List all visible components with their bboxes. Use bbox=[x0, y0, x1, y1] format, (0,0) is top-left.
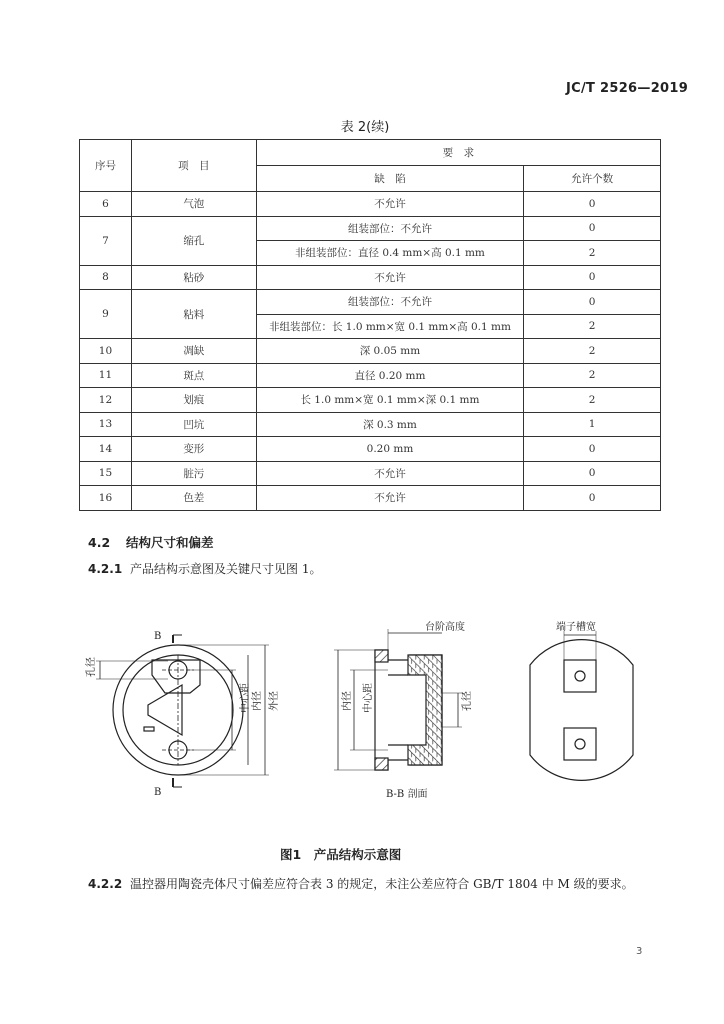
row-number: 11 bbox=[80, 363, 132, 388]
row-allowed: 0 bbox=[524, 290, 661, 315]
row-defect: 不允许 bbox=[256, 192, 524, 217]
table-row bbox=[80, 216, 661, 241]
row-allowed: 2 bbox=[524, 241, 661, 266]
inner-dia-mid: 内径 bbox=[342, 691, 353, 711]
row-number: 14 bbox=[80, 437, 132, 462]
header-allowed: 允许个数 bbox=[524, 166, 661, 192]
row-allowed: 2 bbox=[524, 314, 661, 339]
header-seq: 序号 bbox=[80, 140, 132, 192]
row-defect: 深 0.3 mm bbox=[256, 412, 524, 437]
row-item: 变形 bbox=[131, 437, 256, 462]
row-allowed: 2 bbox=[524, 339, 661, 364]
row-number: 12 bbox=[80, 388, 132, 413]
step-height: 台阶高度 bbox=[425, 622, 465, 633]
row-allowed: 0 bbox=[524, 265, 661, 290]
small-slot bbox=[144, 727, 154, 731]
row-allowed: 0 bbox=[524, 437, 661, 462]
row-number: 13 bbox=[80, 412, 132, 437]
row-defect: 深 0.05 mm bbox=[256, 339, 524, 364]
row-allowed: 0 bbox=[524, 192, 661, 217]
table-caption: 表 2(续) bbox=[340, 120, 390, 135]
center-dist-mid: 中心距 bbox=[363, 683, 374, 713]
figure-caption: 图1 产品结构示意图 bbox=[280, 847, 402, 862]
standard-code: JC/T 2526—2019 bbox=[566, 81, 689, 96]
row-allowed: 0 bbox=[524, 486, 661, 511]
row-number: 9 bbox=[80, 290, 132, 339]
table-row bbox=[80, 461, 661, 486]
row-number: 7 bbox=[80, 216, 132, 265]
row-allowed: 1 bbox=[524, 412, 661, 437]
table-row bbox=[80, 290, 661, 315]
row-item: 划痕 bbox=[131, 388, 256, 413]
row-allowed: 2 bbox=[524, 388, 661, 413]
table-row bbox=[80, 437, 661, 462]
row-item: 凋缺 bbox=[131, 339, 256, 364]
center-dist-left: 中心距 bbox=[240, 683, 251, 713]
table-row bbox=[80, 486, 661, 511]
row-allowed: 2 bbox=[524, 363, 661, 388]
rear-view bbox=[530, 631, 633, 780]
row-item: 粘砂 bbox=[131, 265, 256, 290]
paragraph-4-2-2 bbox=[88, 875, 634, 892]
section-number: 4.2 bbox=[88, 535, 111, 550]
section-view bbox=[334, 629, 462, 770]
row-defect: 不允许 bbox=[256, 461, 524, 486]
upper-terminal-slot bbox=[564, 660, 596, 692]
row-defect: 直径 0.20 mm bbox=[256, 363, 524, 388]
row-number: 8 bbox=[80, 265, 132, 290]
row-number: 6 bbox=[80, 192, 132, 217]
defect-table bbox=[79, 139, 661, 511]
row-item: 斑点 bbox=[131, 363, 256, 388]
row-allowed: 0 bbox=[524, 461, 661, 486]
row-item: 凹坑 bbox=[131, 412, 256, 437]
row-defect: 不允许 bbox=[256, 486, 524, 511]
row-item: 色差 bbox=[131, 486, 256, 511]
header-item: 项 目 bbox=[131, 140, 256, 192]
paragraph-number: 4.2.1 bbox=[88, 562, 123, 576]
terminal-slot-width: 端子槽宽 bbox=[556, 622, 596, 633]
structure-figure bbox=[70, 615, 660, 815]
table-row bbox=[80, 363, 661, 388]
paragraph-text: 产品结构示意图及关键尺寸见图 1。 bbox=[130, 562, 322, 576]
row-allowed: 0 bbox=[524, 216, 661, 241]
paragraph-number: 4.2.2 bbox=[88, 877, 123, 891]
hole-dia-left: 孔径 bbox=[86, 657, 97, 677]
row-item: 气泡 bbox=[131, 192, 256, 217]
page-number: 3 bbox=[636, 946, 643, 957]
row-defect: 组装部位：不允许 bbox=[256, 290, 524, 315]
header-requirement: 要 求 bbox=[256, 140, 660, 166]
row-number: 16 bbox=[80, 486, 132, 511]
row-defect: 不允许 bbox=[256, 265, 524, 290]
paragraph-text: 温控器用陶瓷壳体尺寸偏差应符合表 3 的规定，未注公差应符合 GB/T 1804 中 M 级的要求。 bbox=[130, 877, 634, 891]
row-defect: 长 1.0 mm×宽 0.1 mm×深 0.1 mm bbox=[256, 388, 524, 413]
row-number: 15 bbox=[80, 461, 132, 486]
row-defect: 0.20 mm bbox=[256, 437, 524, 462]
table-row bbox=[80, 388, 661, 413]
row-item: 缩孔 bbox=[131, 216, 256, 265]
row-number: 10 bbox=[80, 339, 132, 364]
table-row bbox=[80, 339, 661, 364]
row-defect: 组装部位：不允许 bbox=[256, 216, 524, 241]
row-defect: 非组装部位：直径 0.4 mm×高 0.1 mm bbox=[256, 241, 524, 266]
section-label: B-B 剖面 bbox=[386, 789, 428, 800]
b-label-bottom: B bbox=[154, 787, 162, 798]
row-item: 粘料 bbox=[131, 290, 256, 339]
lower-terminal-slot bbox=[564, 728, 596, 760]
rear-outline bbox=[530, 640, 633, 781]
section-title bbox=[88, 533, 214, 551]
b-label-top: B bbox=[154, 631, 162, 642]
header-defect: 缺 陷 bbox=[256, 166, 524, 192]
hole-dia-mid: 孔径 bbox=[462, 691, 473, 711]
inner-dia-left: 内径 bbox=[252, 691, 263, 711]
section-title-text: 结构尺寸和偏差 bbox=[126, 535, 214, 550]
paragraph-4-2-1 bbox=[88, 560, 321, 577]
table-row bbox=[80, 192, 661, 217]
table-row bbox=[80, 265, 661, 290]
table-row bbox=[80, 412, 661, 437]
row-item: 脏污 bbox=[131, 461, 256, 486]
row-defect: 非组装部位：长 1.0 mm×宽 0.1 mm×高 0.1 mm bbox=[256, 314, 524, 339]
outer-dia: 外径 bbox=[269, 691, 280, 711]
